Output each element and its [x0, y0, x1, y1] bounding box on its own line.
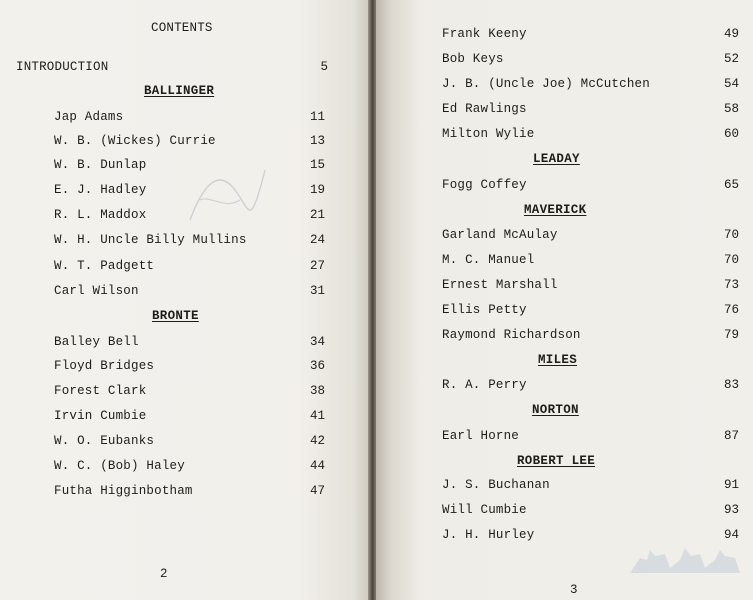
- entry-name: Bob Keys: [442, 52, 504, 66]
- entry-name: Frank Keeny: [442, 27, 527, 41]
- entry-name: Ernest Marshall: [442, 278, 558, 292]
- entry-page: 87: [723, 429, 739, 443]
- heading-miles: MILES: [538, 353, 578, 367]
- entry-page: 38: [309, 384, 325, 398]
- entry-name: Ed Rawlings: [442, 102, 527, 116]
- entry-page: 31: [309, 284, 325, 298]
- entry-page: 54: [723, 77, 739, 91]
- entry-name: Floyd Bridges: [54, 359, 155, 373]
- introduction-label: INTRODUCTION: [16, 60, 109, 74]
- entry-page: 44: [309, 459, 325, 473]
- entry-name: Forest Clark: [54, 384, 147, 398]
- heading-norton: NORTON: [532, 403, 579, 417]
- entry-name: E. J. Hadley: [54, 183, 147, 197]
- contents-title: CONTENTS: [151, 21, 213, 35]
- entry-name: W. B. Dunlap: [54, 158, 147, 172]
- entry-page: 76: [723, 303, 739, 317]
- entry-name: Futha Higginbotham: [54, 484, 193, 498]
- entry-name: Milton Wylie: [442, 127, 535, 141]
- entry-page: 58: [723, 102, 739, 116]
- heading-maverick: MAVERICK: [524, 203, 587, 217]
- entry-name: W. H. Uncle Billy Mullins: [54, 233, 247, 247]
- entry-name: Will Cumbie: [442, 503, 527, 517]
- entry-page: 52: [723, 52, 739, 66]
- entry-name: Balley Bell: [54, 335, 139, 349]
- entry-name: W. C. (Bob) Haley: [54, 459, 185, 473]
- entry-page: 27: [309, 259, 325, 273]
- entry-page: 91: [723, 478, 739, 492]
- entry-name: W. T. Padgett: [54, 259, 155, 273]
- entry-name: W. B. (Wickes) Currie: [54, 134, 216, 148]
- entry-page: 21: [309, 208, 325, 222]
- entry-name: Earl Horne: [442, 429, 520, 443]
- entry-name: Raymond Richardson: [442, 328, 581, 342]
- entry-name: Carl Wilson: [54, 284, 139, 298]
- entry-page: 19: [309, 183, 325, 197]
- entry-page: 41: [309, 409, 325, 423]
- page-number-left: 2: [160, 567, 168, 581]
- entry-name: R. L. Maddox: [54, 208, 147, 222]
- entry-name: J. S. Buchanan: [442, 478, 550, 492]
- entry-page: 70: [723, 228, 739, 242]
- entry-name: Jap Adams: [54, 110, 124, 124]
- page-number-right: 3: [570, 583, 578, 597]
- right-page: [376, 0, 753, 600]
- entry-page: 94: [723, 528, 739, 542]
- introduction-page: 5: [320, 60, 328, 74]
- entry-name: Irvin Cumbie: [54, 409, 147, 423]
- entry-page: 34: [309, 335, 325, 349]
- entry-page: 47: [309, 484, 325, 498]
- entry-page: 73: [723, 278, 739, 292]
- heading-robert-lee: ROBERT LEE: [517, 454, 596, 468]
- entry-page: 15: [309, 158, 325, 172]
- entry-page: 42: [309, 434, 325, 448]
- entry-page: 65: [723, 178, 739, 192]
- signature-bleed-through: [180, 150, 270, 240]
- entry-name: J. H. Hurley: [442, 528, 535, 542]
- heading-bronte: BRONTE: [152, 309, 199, 323]
- entry-name: J. B. (Uncle Joe) McCutchen: [442, 77, 650, 91]
- entry-page: 83: [723, 378, 739, 392]
- entry-page: 36: [309, 359, 325, 373]
- entry-page: 24: [309, 233, 325, 247]
- left-page: [0, 0, 372, 600]
- entry-page: 93: [723, 503, 739, 517]
- entry-name: W. O. Eubanks: [54, 434, 155, 448]
- entry-page: 79: [723, 328, 739, 342]
- entry-name: Garland McAulay: [442, 228, 558, 242]
- entry-page: 60: [723, 127, 739, 141]
- entry-page: 70: [723, 253, 739, 267]
- entry-page: 13: [309, 134, 325, 148]
- heading-ballinger: BALLINGER: [144, 84, 215, 98]
- entry-name: R. A. Perry: [442, 378, 527, 392]
- entry-page: 11: [309, 110, 325, 124]
- rider-silhouette-bleed-through: [625, 538, 745, 578]
- entry-page: 49: [723, 27, 739, 41]
- entry-name: Ellis Petty: [442, 303, 527, 317]
- heading-leaday: LEADAY: [533, 152, 580, 166]
- entry-name: Fogg Coffey: [442, 178, 527, 192]
- entry-name: M. C. Manuel: [442, 253, 535, 267]
